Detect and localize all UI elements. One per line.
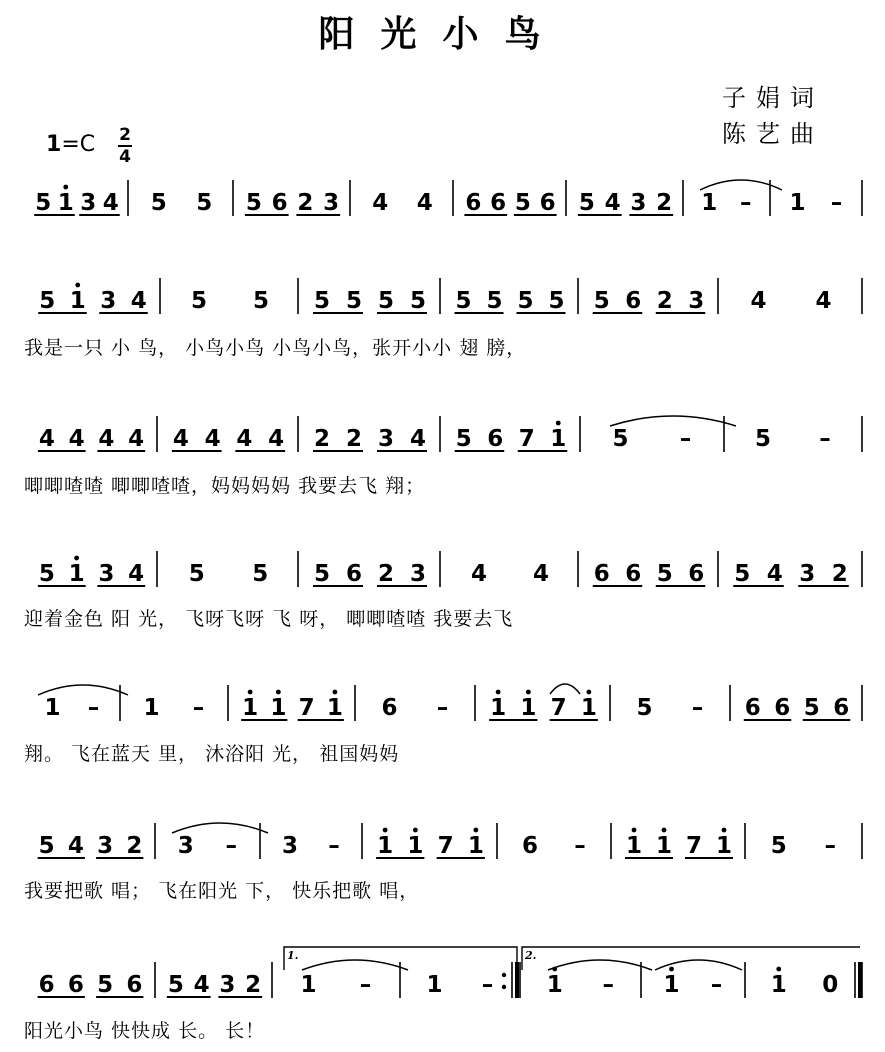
note-digit: 1 (407, 833, 424, 859)
note-digit: 5 (656, 561, 673, 587)
note-digit: 1 (426, 972, 443, 998)
note-digit: 4 (470, 561, 488, 587)
note-digit: 5 (455, 288, 472, 314)
lyric-line: 迎着金色 阳 光， 飞呀飞呀 飞 呀， 唧唧喳喳 我要去飞 (24, 608, 514, 630)
note-digit: 5 (313, 561, 331, 587)
note-digit: 4 (68, 426, 85, 452)
note-digit: 3 (100, 288, 117, 314)
note-digit: 5 (377, 288, 395, 314)
note-digit: 5 (754, 426, 772, 452)
note-digit: 1 (789, 190, 806, 216)
note-digit: 6 (833, 695, 850, 721)
note-digit: 1 (715, 833, 733, 859)
note-digit: 6 (381, 695, 398, 721)
note-digit: 4 (172, 426, 189, 452)
note-digit: 1 (68, 561, 85, 587)
note-digit: 6 (126, 972, 143, 998)
note-digit: 5 (514, 190, 531, 216)
note-digit: 3 (177, 833, 194, 859)
dash-note: – (710, 972, 723, 998)
note-digit: 3 (377, 426, 395, 452)
time-signature-top: 2 (119, 125, 131, 145)
note-digit: 5 (409, 288, 427, 314)
high-octave-dot (632, 828, 637, 833)
tie-arc (610, 416, 736, 426)
tie-arc (302, 960, 408, 970)
lyric-line: 我要把歌 唱； 飞在阳光 下， 快乐把歌 唱， (24, 880, 420, 902)
key-signature: 1=C (46, 132, 96, 157)
lyric-line: 阳光小鸟 快快成 长。 长！ (24, 1020, 266, 1042)
note-digit: 7 (437, 833, 454, 859)
note-digit: 5 (734, 561, 751, 587)
note-digit: 5 (39, 288, 56, 314)
note-digit: 5 (636, 695, 653, 721)
lyric-line: 翔。 飞在蓝天 里， 沐浴阳 光， 祖国妈妈 (24, 743, 400, 765)
note-digit: 6 (593, 561, 610, 587)
note-digit: 0 (822, 972, 839, 998)
note-digit: 1 (270, 695, 287, 721)
dash-note: – (192, 695, 205, 721)
note-digit: 4 (204, 426, 221, 452)
volta-bracket-second (522, 947, 860, 970)
note-digit: 7 (550, 695, 567, 721)
note-digit: 5 (578, 190, 595, 216)
note-digit: 3 (80, 190, 97, 216)
note-digit: 3 (219, 972, 236, 998)
note-digit: 1 (770, 972, 787, 998)
note-digit: 4 (750, 288, 767, 314)
lyricist-credit: 子娟词 (722, 84, 824, 112)
composer-credit: 陈艺曲 (722, 120, 824, 148)
note-digit: 1 (520, 695, 537, 721)
note-digit: 6 (38, 972, 55, 998)
note-digit: 5 (313, 288, 331, 314)
note-digit: 4 (193, 972, 210, 998)
high-octave-dot (332, 690, 337, 695)
note-digit: 5 (345, 288, 363, 314)
lyric-line: 我是一只 小 鸟， 小鸟小鸟 小鸟小鸟，张开小小 翅 膀， (24, 337, 527, 359)
note-digit: 4 (130, 288, 147, 314)
note-digit: 3 (98, 561, 115, 587)
high-octave-dot (669, 967, 674, 972)
high-octave-dot (586, 690, 591, 695)
note-digit: 1 (663, 972, 680, 998)
note-digit: 5 (35, 190, 52, 216)
note-digit: 5 (97, 972, 114, 998)
note-digit: 3 (323, 190, 340, 216)
high-octave-dot (496, 690, 501, 695)
dash-note: – (436, 695, 449, 721)
note-digit: 5 (150, 190, 167, 216)
note-digit: 1 (300, 972, 317, 998)
high-octave-dot (556, 421, 561, 426)
note-digit: 5 (38, 833, 55, 859)
high-octave-dot (75, 283, 80, 288)
note-digit: 1 (44, 695, 61, 721)
note-digit: 5 (188, 561, 205, 587)
high-octave-dot (383, 828, 388, 833)
note-digit: 5 (252, 288, 270, 314)
note-digit: 1 (143, 695, 160, 721)
note-digit: 2 (831, 561, 848, 587)
note-digit: 3 (688, 288, 705, 314)
note-digit: 4 (409, 426, 427, 452)
dash-note: – (481, 972, 494, 998)
high-octave-dot (662, 828, 667, 833)
note-digit: 3 (97, 833, 114, 859)
note-digit: 4 (416, 190, 433, 216)
high-octave-dot (526, 690, 531, 695)
dash-note: – (359, 972, 372, 998)
note-digit: 5 (245, 190, 262, 216)
dash-note: – (602, 972, 614, 998)
note-digit: 2 (297, 190, 314, 216)
note-digit: 5 (190, 288, 208, 314)
note-digit: 5 (167, 972, 184, 998)
note-digit: 6 (345, 561, 363, 587)
note-digit: 1 (326, 695, 343, 721)
repeat-dot (502, 973, 506, 977)
note-digit: 1 (467, 833, 484, 859)
song-title: 阳光小鸟 (318, 14, 567, 55)
note-digit: 3 (630, 190, 647, 216)
note-digit: 4 (98, 426, 115, 452)
dash-note: – (691, 695, 704, 721)
note-digit: 5 (455, 426, 472, 452)
note-digit: 5 (196, 190, 213, 216)
note-digit: 1 (550, 426, 567, 452)
note-digit: 2 (126, 833, 143, 859)
note-digit: 1 (377, 833, 394, 859)
note-digit: 3 (281, 833, 299, 859)
dash-note: – (87, 695, 100, 721)
note-digit: 4 (38, 426, 55, 452)
note-digit: 6 (625, 561, 642, 587)
note-digit: 1 (701, 190, 718, 216)
note-digit: 4 (67, 833, 84, 859)
dash-note: – (574, 833, 586, 859)
dash-note: – (830, 190, 843, 216)
note-digit: 1 (69, 288, 86, 314)
note-digit: 2 (656, 190, 673, 216)
note-digit: 3 (409, 561, 427, 587)
note-digit: 4 (532, 561, 550, 587)
note-digit: 1 (57, 190, 74, 216)
dash-note: – (824, 833, 836, 859)
high-octave-dot (248, 690, 253, 695)
note-digit: 3 (799, 561, 816, 587)
note-digit: 6 (465, 190, 482, 216)
volta-label-second: 2. (525, 949, 537, 962)
high-octave-dot (276, 690, 281, 695)
time-signature-bottom: 4 (119, 147, 131, 167)
dash-note: – (328, 833, 340, 859)
note-digit: 5 (38, 561, 55, 587)
note-digit: 5 (803, 695, 820, 721)
note-digit: 5 (252, 561, 269, 587)
volta-label-first: 1. (287, 949, 299, 962)
dash-note: – (819, 426, 831, 452)
note-digit: 2 (313, 426, 331, 452)
note-digit: 6 (539, 190, 556, 216)
dash-note: – (679, 426, 692, 452)
note-digit: 5 (486, 288, 503, 314)
note-digit: 2 (345, 426, 363, 452)
note-digit: 4 (102, 190, 119, 216)
note-digit: 5 (770, 833, 787, 859)
note-digit: 2 (245, 972, 262, 998)
note-digit: 6 (67, 972, 84, 998)
note-digit: 7 (685, 833, 703, 859)
note-digit: 4 (372, 190, 389, 216)
tie-arc (172, 823, 268, 833)
high-octave-dot (776, 967, 781, 972)
note-digit: 5 (517, 288, 534, 314)
note-digit: 6 (688, 561, 705, 587)
tie-arc (655, 960, 742, 970)
note-digit: 6 (490, 190, 507, 216)
note-digit: 1 (490, 695, 507, 721)
note-digit: 2 (656, 288, 673, 314)
high-octave-dot (473, 828, 478, 833)
note-digit: 6 (271, 190, 288, 216)
note-digit: 5 (612, 426, 629, 452)
note-digit: 6 (774, 695, 791, 721)
dash-note: – (225, 833, 237, 859)
high-octave-dot (63, 185, 68, 190)
note-digit: 4 (604, 190, 621, 216)
note-digit: 1 (580, 695, 597, 721)
note-digit: 4 (766, 561, 783, 587)
lyric-line: 唧唧喳喳 唧唧喳喳，妈妈妈妈 我要去飞 翔； (24, 475, 426, 497)
tie-arc (548, 960, 652, 970)
note-digit: 5 (593, 288, 610, 314)
note-digit: 7 (518, 426, 535, 452)
note-digit: 6 (521, 833, 539, 859)
tie-arc (550, 684, 580, 694)
note-digit: 2 (377, 561, 395, 587)
note-digit: 7 (298, 695, 315, 721)
note-digit: 6 (487, 426, 504, 452)
high-octave-dot (413, 828, 418, 833)
high-octave-dot (722, 828, 727, 833)
repeat-dot (502, 985, 506, 989)
note-digit: 4 (815, 288, 832, 314)
note-digit: 1 (242, 695, 259, 721)
note-digit: 5 (548, 288, 565, 314)
note-digit: 1 (655, 833, 673, 859)
note-digit: 4 (128, 561, 145, 587)
note-digit: 6 (625, 288, 642, 314)
note-digit: 1 (625, 833, 643, 859)
note-digit: 6 (744, 695, 761, 721)
tie-arc (38, 685, 128, 695)
note-digit: 1 (546, 972, 563, 998)
high-octave-dot (74, 556, 79, 561)
note-digit: 4 (268, 426, 285, 452)
note-digit: 4 (236, 426, 253, 452)
note-digit: 4 (128, 426, 145, 452)
dash-note: – (740, 190, 752, 216)
